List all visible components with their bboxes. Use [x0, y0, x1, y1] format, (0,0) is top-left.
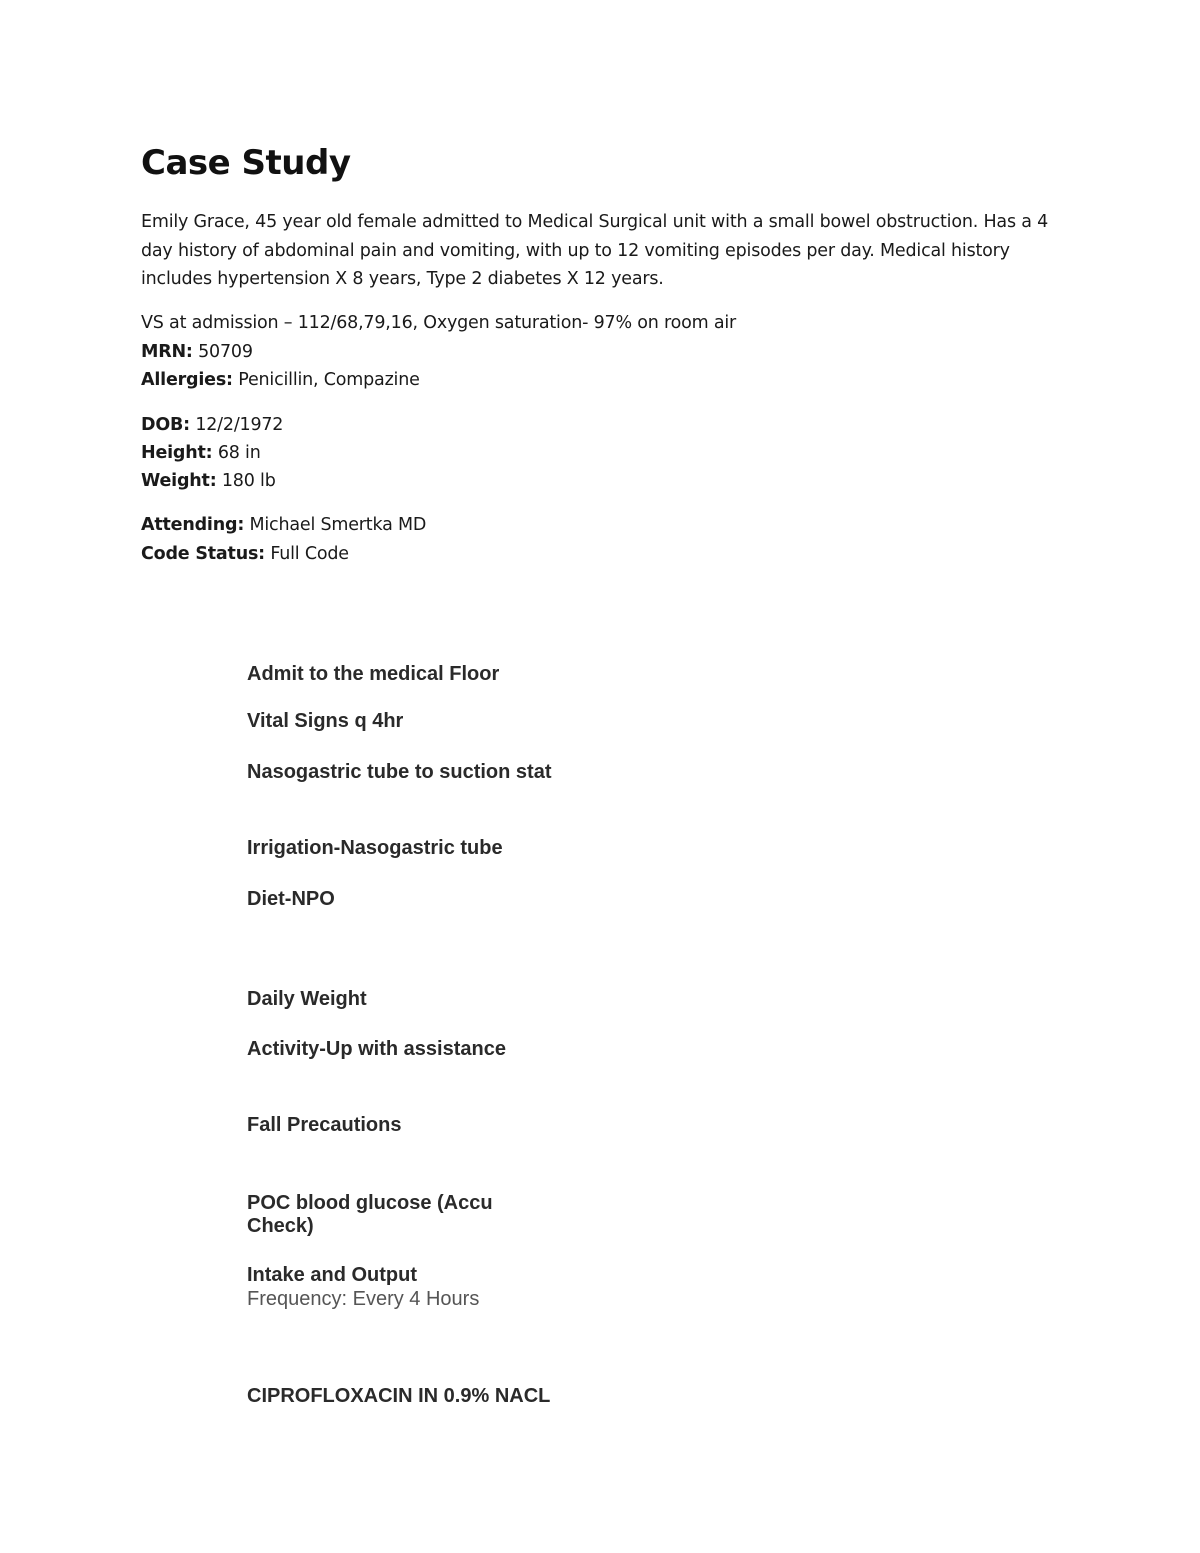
code-status-value: Full Code [264, 544, 349, 564]
mrn-line [141, 338, 253, 367]
order-fall-precautions: Fall Precautions [247, 1114, 402, 1136]
height-line [141, 439, 261, 468]
weight-line [141, 467, 276, 496]
allergies-line [141, 366, 420, 395]
weight-label: Weight: [141, 471, 217, 491]
order-activity: Activity-Up with assistance [247, 1038, 506, 1060]
allergies-value: Penicillin, Compazine [232, 370, 420, 390]
dob-label: DOB: [141, 415, 190, 435]
order-intake-output-frequency: Frequency: Every 4 Hours [247, 1288, 480, 1310]
order-intake-output: Intake and Output [247, 1264, 417, 1286]
page-title: Case Study [141, 143, 351, 183]
case-intro-paragraph: Emily Grace, 45 year old female admitted to Medical Surgical unit with a small bowel obstruction. Has a 4 day history of abdominal pain and vomiting, with up to 12 vomiting episodes per day. Medical history includes hypertension X 8 years, Type 2 diabetes X 12 years. [141, 212, 1049, 289]
height-label: Height: [141, 443, 213, 463]
allergies-label: Allergies: [141, 370, 233, 390]
vitals-at-admission: VS at admission – 112/68,79,16, Oxygen saturation- 97% on room air [141, 313, 737, 333]
order-vital-signs: Vital Signs q 4hr [247, 710, 404, 732]
mrn-value: 50709 [192, 342, 253, 362]
attending-line [141, 511, 426, 540]
order-daily-weight: Daily Weight [247, 988, 367, 1010]
code-status-line [141, 540, 349, 569]
order-admit: Admit to the medical Floor [247, 663, 500, 685]
dob-value: 12/2/1972 [189, 415, 284, 435]
order-poc-glucose-line1: POC blood glucose (Accu [247, 1192, 493, 1214]
attending-value: Michael Smertka MD [244, 515, 427, 535]
attending-label: Attending: [141, 515, 245, 535]
order-ng-suction: Nasogastric tube to suction stat [247, 761, 552, 783]
mrn-label: MRN: [141, 342, 193, 362]
order-poc-glucose-line2: Check) [247, 1215, 314, 1237]
weight-value: 180 lb [216, 471, 276, 491]
order-irrigation: Irrigation-Nasogastric tube [247, 837, 503, 859]
code-status-label: Code Status: [141, 544, 265, 564]
order-diet: Diet-NPO [247, 888, 335, 910]
dob-line [141, 411, 283, 440]
height-value: 68 in [212, 443, 261, 463]
order-ciprofloxacin: CIPROFLOXACIN IN 0.9% NACL [247, 1385, 551, 1407]
